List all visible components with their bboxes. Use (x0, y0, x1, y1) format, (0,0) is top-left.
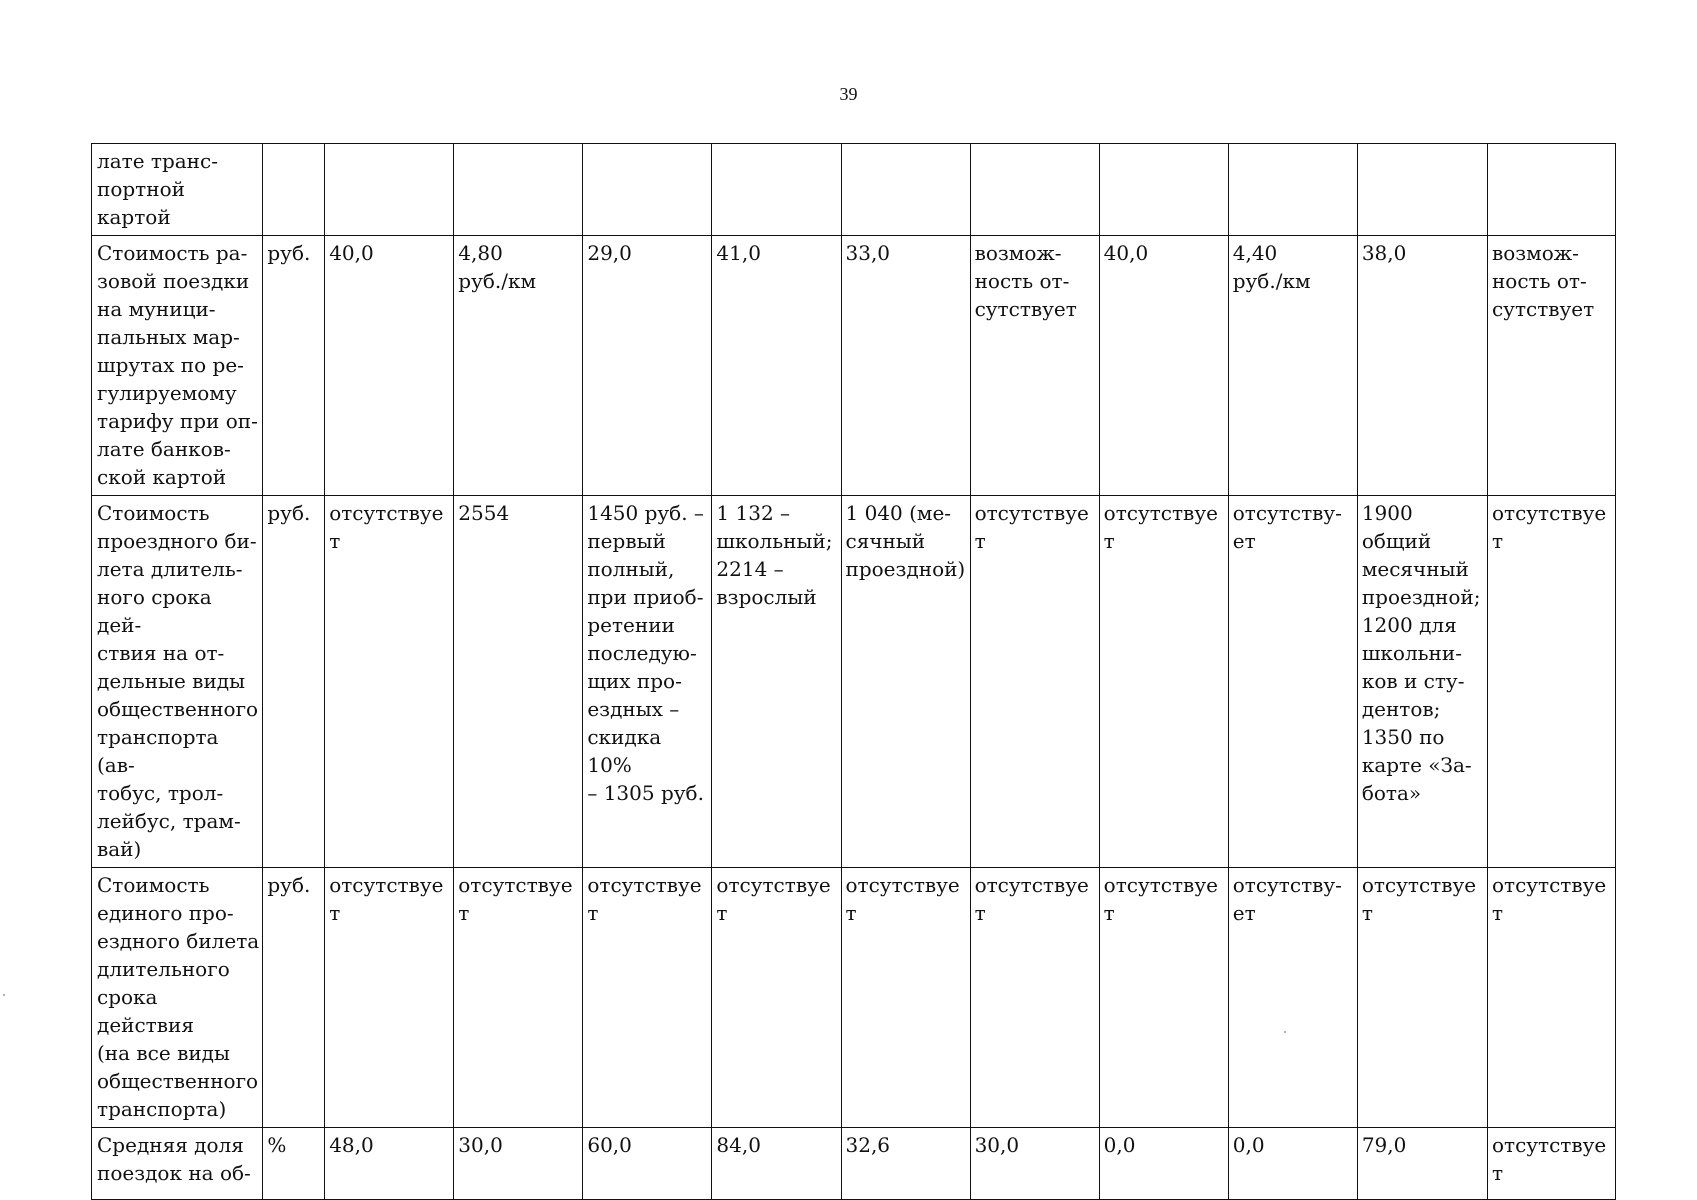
value-cell: отсутству- ет (1228, 868, 1357, 1128)
value-cell: отсутствует (712, 868, 841, 1128)
value-cell: 41,0 (712, 236, 841, 496)
value-cell (841, 144, 970, 236)
value-cell: отсутствует (325, 496, 454, 868)
value-cell: 32,6 (841, 1128, 970, 1200)
value-cell: отсутствует (970, 496, 1099, 868)
value-cell (325, 144, 454, 236)
table-row (92, 144, 1616, 236)
row-label-cell: Стоимость ра- зовой поездки на муници- пальных мар- шрутах по ре- гулируемому тарифу при оп- лате банков- ской картой (92, 236, 263, 496)
value-cell: 30,0 (970, 1128, 1099, 1200)
tariff-table (91, 143, 1616, 1200)
value-cell (712, 144, 841, 236)
value-cell: отсутствует (1487, 868, 1615, 1128)
value-cell: 0,0 (1099, 1128, 1228, 1200)
table-row (92, 496, 1616, 868)
value-cell: 1 132 – школьный; 2214 – взрослый (712, 496, 841, 868)
unit-cell: руб. (263, 868, 325, 1128)
value-cell: 1 040 (ме- сячный проездной) (841, 496, 970, 868)
table-row (92, 1128, 1616, 1200)
value-cell: отсутствует (454, 868, 583, 1128)
value-cell: 4,80 руб./км (454, 236, 583, 496)
value-cell: возмож- ность от- сутствует (970, 236, 1099, 496)
value-cell: 1450 руб. – первый полный, при приоб- ретении последую- щих про- ездных – скидка 10% – 1305 руб. (583, 496, 712, 868)
scan-speck (1284, 1031, 1286, 1033)
table-row (92, 868, 1616, 1128)
value-cell: 40,0 (325, 236, 454, 496)
value-cell: 0,0 (1228, 1128, 1357, 1200)
value-cell: 40,0 (1099, 236, 1228, 496)
value-cell: отсутствует (1487, 1128, 1615, 1200)
value-cell (1487, 144, 1615, 236)
value-cell (583, 144, 712, 236)
row-label-cell: Стоимость единого про- ездного билета длительного срока действия (на все виды общественного транспорта) (92, 868, 263, 1128)
value-cell (970, 144, 1099, 236)
value-cell: возмож- ность от- сутствует (1487, 236, 1615, 496)
value-cell: отсутствует (841, 868, 970, 1128)
value-cell: отсутствует (583, 868, 712, 1128)
value-cell: 29,0 (583, 236, 712, 496)
value-cell: отсутствует (970, 868, 1099, 1128)
scan-speck (3, 994, 5, 996)
value-cell: 2554 (454, 496, 583, 868)
table-body (92, 144, 1616, 1200)
unit-cell (263, 144, 325, 236)
value-cell: 38,0 (1357, 236, 1487, 496)
row-label-cell: Стоимость проездного би- лета длитель- ного срока дей- ствия на от- дельные виды общественного транспорта (ав- тобус, трол- лейбус, трам- вай) (92, 496, 263, 868)
unit-cell: % (263, 1128, 325, 1200)
value-cell: отсутствует (1099, 496, 1228, 868)
value-cell: 84,0 (712, 1128, 841, 1200)
value-cell: 60,0 (583, 1128, 712, 1200)
value-cell: отсутствует (1357, 868, 1487, 1128)
value-cell: 30,0 (454, 1128, 583, 1200)
value-cell: 1900 общий месячный проездной; 1200 для школьни- ков и сту- дентов; 1350 по карте «За- бота» (1357, 496, 1487, 868)
unit-cell: руб. (263, 496, 325, 868)
row-label-cell: лате транс- портной картой (92, 144, 263, 236)
value-cell: отсутствует (1487, 496, 1615, 868)
value-cell (454, 144, 583, 236)
value-cell: 33,0 (841, 236, 970, 496)
value-cell (1357, 144, 1487, 236)
unit-cell: руб. (263, 236, 325, 496)
value-cell: отсутствует (1099, 868, 1228, 1128)
value-cell: отсутству- ет (1228, 496, 1357, 868)
value-cell (1099, 144, 1228, 236)
value-cell: 79,0 (1357, 1128, 1487, 1200)
value-cell: 4,40 руб./км (1228, 236, 1357, 496)
row-label-cell: Средняя доля поездок на об- (92, 1128, 263, 1200)
page-number: 39 (839, 84, 858, 104)
value-cell (1228, 144, 1357, 236)
value-cell: отсутствует (325, 868, 454, 1128)
value-cell: 48,0 (325, 1128, 454, 1200)
table-row (92, 236, 1616, 496)
